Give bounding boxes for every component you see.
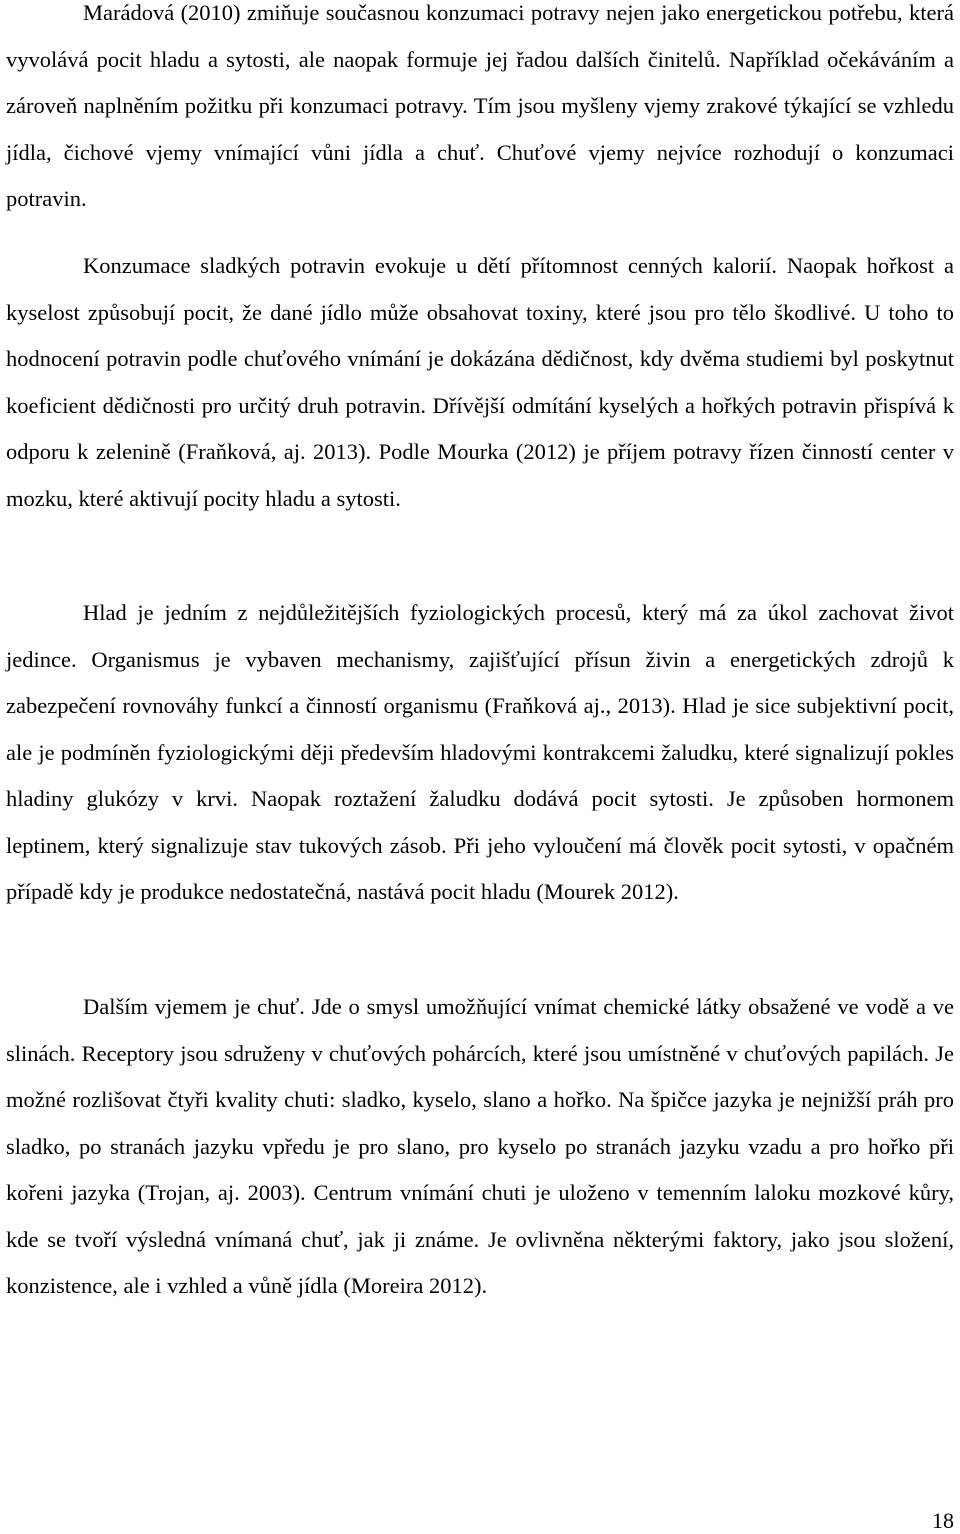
paragraph-sweet-foods: Konzumace sladkých potravin evokuje u dětí přítomnost cenných kalorií. Naopak hořkost a kyselost způsobují pocit, že dané jídlo může obsahovat toxiny, které jsou pro tělo škodlivé. U toho to hodnocení potravin podle chuťového vnímání je dokázána dědičnost, kdy dvěma studiemi byl poskytnut koeficient dědičnosti pro určitý druh potravin. Dřívější odmítání kyselých a hořkých potravin přispívá k odporu k zelenině (Fraňková, aj. 2013). Podle Mourka (2012) je příjem potravy řízen činností center v mozku, které aktivují pocity hladu a sytosti.: [6, 253, 954, 511]
page-number: 18: [932, 1508, 954, 1533]
paragraph-taste: Dalším vjemem je chuť. Jde o smysl umožňující vnímat chemické látky obsažené ve vodě a ve slinách. Receptory jsou sdruženy v chuťových pohárcích, které jsou umístněné v chuťových papilách. Je možné rozlišovat čtyři kvality chuti: sladko, kyselo, slano a hořko. Na špičce jazyka je nejnižší práh pro sladko, po stranách jazyku vpředu je pro slano, pro kyselo po stranách jazyku vzadu a pro hořko při kořeni jazyka (Trojan, aj. 2003). Centrum vnímání chuti je uloženo v temenním laloku mozkové kůry, kde se tvoří výsledná vnímaná chuť, jak ji známe. Je ovlivněna některými faktory, jako jsou složení, konzistence, ale i vzhled a vůně jídla (Moreira 2012).: [6, 994, 954, 1298]
paragraph-maradova: Marádová (2010) zmiňuje současnou konzumaci potravy nejen jako energetickou potřebu, která vyvolává pocit hladu a sytosti, ale naopak formuje jej řadou dalších činitelů. Například očekáváním a zároveň naplněním požitku při konzumaci potravy. Tím jsou myšleny vjemy zrakové týkající se vzhledu jídla, čichové vjemy vnímající vůni jídla a chuť. Chuťové vjemy nejvíce rozhodují o konzumaci potravin.: [6, 0, 954, 211]
paragraph-hunger: Hlad je jedním z nejdůležitějších fyziologických procesů, který má za úkol zachovat život jedince. Organismus je vybaven mechanismy, zajišťující přísun živin a energetických zdrojů k zabezpečení rovnováhy funkcí a činností organismu (Fraňková aj., 2013). Hlad je sice subjektivní pocit, ale je podmíněn fyziologickými ději především hladovými kontrakcemi žaludku, které signalizují pokles hladiny glukózy v krvi. Naopak roztažení žaludku dodává pocit sytosti. Je způsoben hormonem leptinem, který signalizuje stav tukových zásob. Při jeho vyloučení má člověk pocit sytosti, v opačném případě kdy je produkce nedostatečná, nastává pocit hladu (Mourek 2012).: [6, 600, 954, 904]
